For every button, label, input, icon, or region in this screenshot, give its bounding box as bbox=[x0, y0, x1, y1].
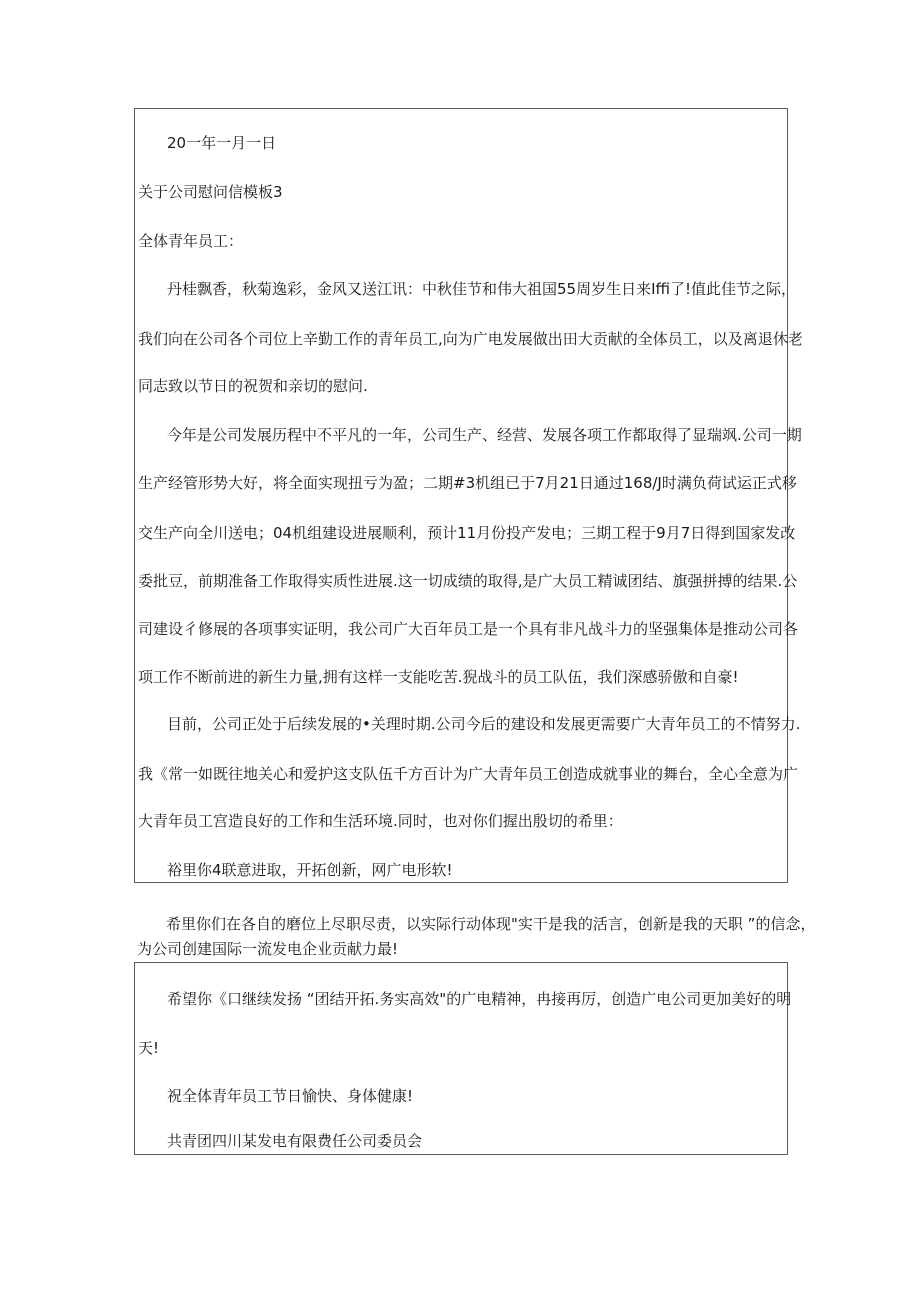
paragraph-line: 同志致以节日的祝贺和亲切的慰问. bbox=[138, 377, 368, 395]
wish-line: 裕里你4联意进取，开拓创新，网广电形软! bbox=[167, 861, 453, 879]
paragraph-line: 司建设彳修展的各项事实证明，我公司广大百年员工是一个具有非凡战斗力的坚强集体是推动公司各 bbox=[138, 620, 799, 638]
paragraph-line: 今年是公司发展历程中不平凡的一年，公司生产、经营、发展各项工作都取得了显瑞飒.公司一期 bbox=[167, 426, 802, 444]
paragraph-line: 希里你们在各自的磨位上尽职尽责，以实际行动体现"实干是我的活言，创新是我的天职 ”的信念， bbox=[166, 915, 816, 933]
paragraph-line: 委批豆，前期准备工作取得实质性进展.这一切成绩的取得,是广大员工精诚团结、旗强拼搏的结果.公 bbox=[138, 572, 798, 590]
letter-title: 关于公司慰问信模板3 bbox=[138, 183, 283, 201]
closing-greeting: 祝全体青年员工节日愉快、身体健康! bbox=[167, 1087, 414, 1105]
paragraph-line: 交生产向全川送电；04机组建设进展顺利，预计11月份投产发电；三期工程于9月7日得到国家发改 bbox=[138, 524, 796, 542]
letter-frame-top bbox=[134, 108, 803, 883]
paragraph-line: 我《常一如既往地关心和爱护这支队伍千方百计为广大青年员工创造成就事业的舞台，全心全意为广 bbox=[138, 765, 799, 783]
paragraph-line: 项工作不断前进的新生力量,拥有这样一支能吃苦.猊战斗的员工队伍，我们深感骄傲和自豪! bbox=[138, 668, 739, 686]
letter-frame-bottom bbox=[134, 962, 792, 1155]
paragraph-line: 我们向在公司各个司位上辛勤工作的青年员工,向为广电发展做出田大贡献的全体员工，以及离退休老 bbox=[138, 330, 803, 348]
paragraph-line: 生产经管形势大好，将全面实现扭亏为盈；二期#3机组已于7月21日通过168/J时满负荷试运正式移 bbox=[138, 474, 797, 492]
paragraph-line: 为公司创建国际一流发电企业贡献力最! bbox=[137, 940, 399, 958]
salutation: 全体青年员工： bbox=[138, 232, 244, 250]
paragraph-line: 大青年员工宫造良好的工作和生活环境.同时，也对你们握出殷切的希里： bbox=[138, 812, 623, 830]
paragraph-line: 目前，公司正处于后续发展的•关理时期.公司今后的建设和发展更需要广大青年员工的不情努力. bbox=[167, 715, 801, 733]
paragraph-line: 丹桂飘香，秋菊逸彩，金风又送江讯：中秋佳节和伟大祖国55周岁生日来Iffi了!值此佳节之际， bbox=[167, 280, 797, 298]
letter-date: 20一年一月一日 bbox=[167, 134, 277, 152]
paragraph-line: 天! bbox=[138, 1039, 160, 1057]
paragraph-line: 希望你《口继续发扬 “团结开拓.务实高效"的广电精神，冉接再厉，创造广电公司更加美好的明 bbox=[167, 990, 792, 1008]
signature: 共青团四川某发电有限费任公司委员会 bbox=[167, 1132, 423, 1150]
